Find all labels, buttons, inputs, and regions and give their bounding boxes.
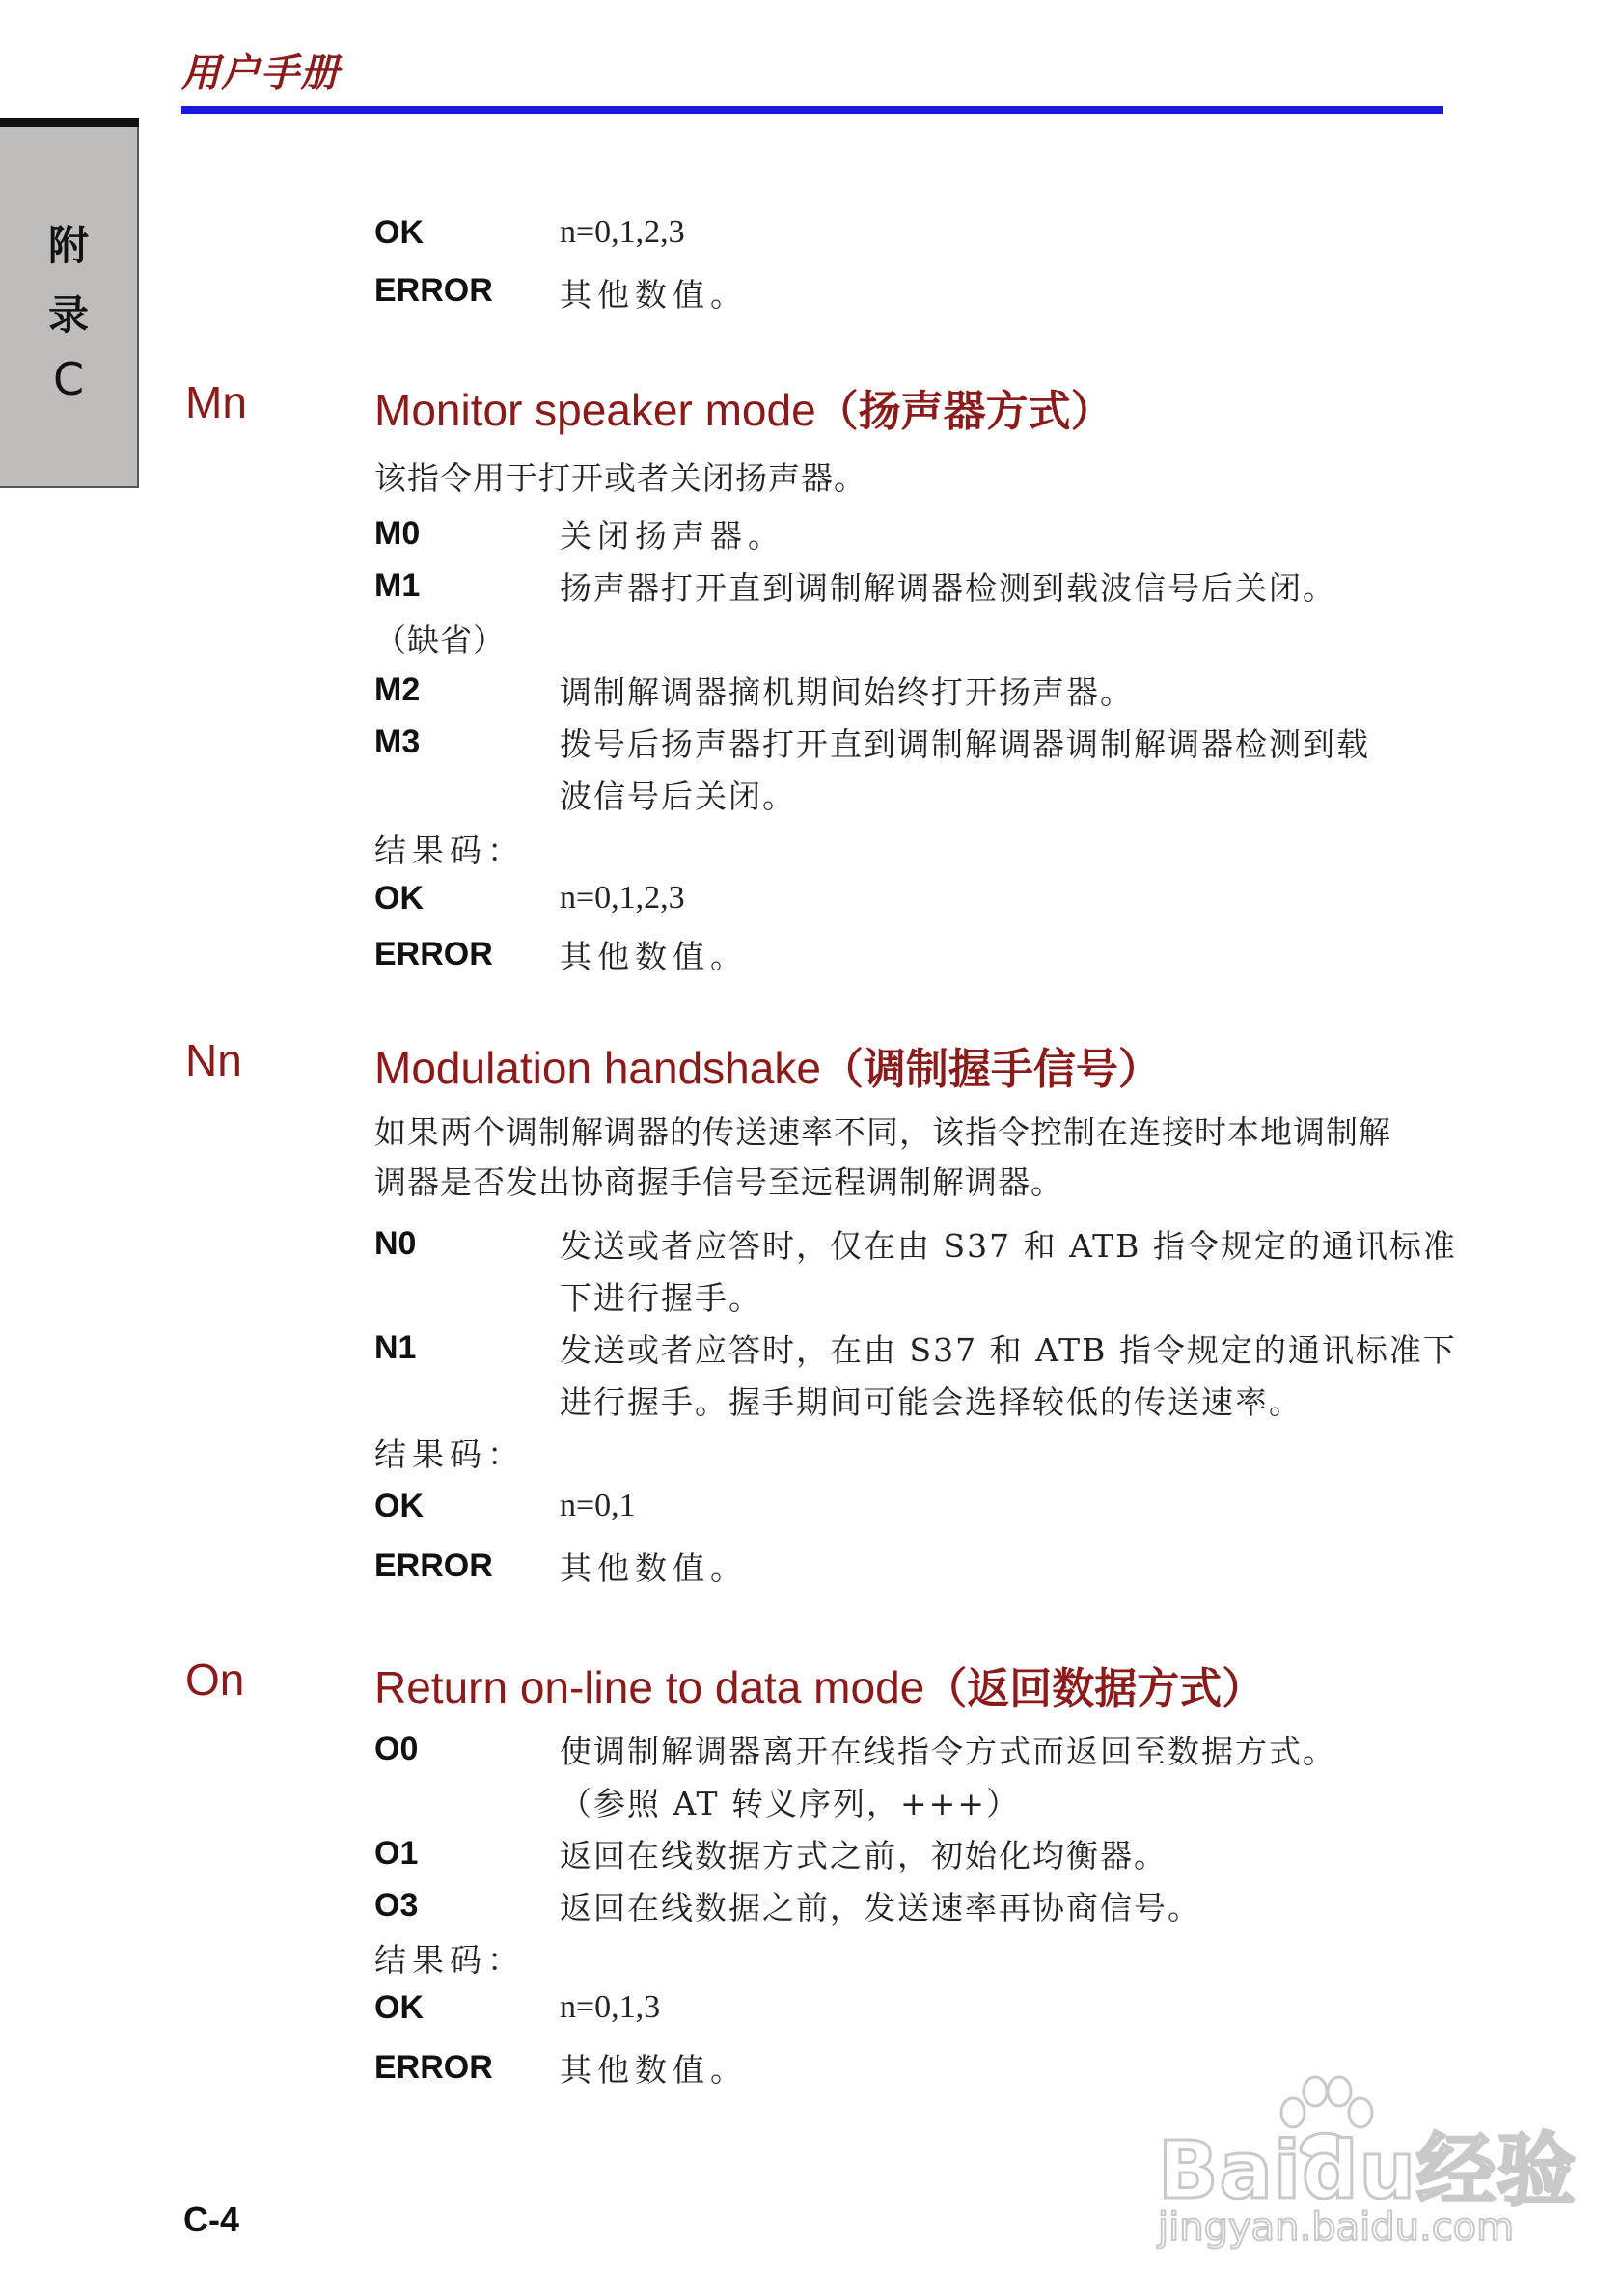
- option-text: 进行握手。握手期间可能会选择较低的传送速率。: [560, 1383, 1303, 1421]
- option-text: 下进行握手。: [560, 1279, 762, 1317]
- header-title: 用户手册: [181, 51, 340, 96]
- result-value: 其他数值。: [560, 276, 748, 314]
- result-key: ERROR: [374, 272, 493, 309]
- option-text: 关闭扬声器。: [560, 517, 785, 555]
- section-description-line: 如果两个调制解调器的传送速率不同，该指令控制在连接时本地调制解: [374, 1113, 1391, 1151]
- option-key: M1: [374, 567, 421, 604]
- result-value: n=0,1,2,3: [560, 880, 685, 916]
- section-code-on: On: [185, 1654, 245, 1705]
- page-number: C-4: [183, 2200, 240, 2239]
- option-text: 返回在线数据方式之前，初始化均衡器。: [560, 1837, 1168, 1874]
- option-key: M3: [374, 724, 421, 760]
- watermark-site: jingyan.baidu.com: [1158, 2205, 1515, 2250]
- option-key: N1: [374, 1329, 417, 1366]
- result-value: n=0,1,2,3: [560, 214, 685, 250]
- result-key: OK: [374, 1488, 424, 1524]
- option-text: 拨号后扬声器打开直到调制解调器调制解调器检测到载: [560, 725, 1370, 763]
- option-key: M0: [374, 515, 421, 552]
- result-key: ERROR: [374, 1547, 493, 1584]
- result-value: n=0,1: [560, 1488, 636, 1523]
- option-text: 调制解调器摘机期间始终打开扬声器。: [560, 673, 1134, 711]
- section-title-nn: [374, 1034, 1161, 1096]
- section-title-en: Return on-line to data mode: [374, 1662, 925, 1712]
- side-tab-char-3: C: [52, 353, 85, 405]
- section-description-line: 调器是否发出协商握手信号至远程调制解调器。: [374, 1163, 1063, 1201]
- section-title-on: [374, 1654, 1264, 1715]
- section-title-mn: [374, 376, 1113, 438]
- option-key: N0: [374, 1225, 417, 1262]
- option-text: 返回在线数据之前，发送速率再协商信号。: [560, 1889, 1201, 1927]
- side-tab-top-bar: [0, 118, 139, 127]
- option-key: O1: [374, 1835, 419, 1872]
- result-value: 其他数值。: [560, 2051, 748, 2089]
- result-key: OK: [374, 1989, 424, 2026]
- section-title-en: Monitor speaker mode: [374, 385, 816, 435]
- section-code-nn: Nn: [185, 1035, 242, 1085]
- section-description: 该指令用于打开或者关闭扬声器。: [374, 459, 866, 497]
- section-title-cn: （调制握手信号）: [820, 1045, 1161, 1094]
- option-text: 扬声器打开直到调制解调器检测到载波信号后关闭。: [560, 569, 1336, 607]
- side-tab-char-1: 附: [47, 222, 89, 269]
- result-code-label: 结果码：: [374, 832, 525, 869]
- default-note: （缺省）: [374, 621, 506, 659]
- option-text: 发送或者应答时，在由 S37 和 ATB 指令规定的通讯标准下: [560, 1331, 1457, 1369]
- result-code-label: 结果码：: [374, 1435, 525, 1473]
- option-key: O3: [374, 1887, 419, 1924]
- watermark-brand-cn: 经验: [1416, 2125, 1578, 2217]
- result-value: n=0,1,3: [560, 1989, 661, 2025]
- result-key: OK: [374, 880, 424, 916]
- watermark-brand-bai: Bai: [1158, 2125, 1302, 2217]
- section-title-cn: （返回数据方式）: [924, 1664, 1265, 1713]
- result-value: 其他数值。: [560, 938, 748, 975]
- section-code-mn: Mn: [185, 377, 247, 427]
- result-key: OK: [374, 214, 424, 251]
- watermark-brand: [1158, 2108, 1577, 2221]
- side-tab-char-2: 录: [47, 291, 89, 339]
- option-key: O0: [374, 1731, 419, 1767]
- section-title-cn: （扬声器方式）: [815, 387, 1113, 436]
- option-text: 波信号后关闭。: [560, 778, 796, 815]
- watermark-brand-du: du: [1301, 2125, 1417, 2217]
- result-code-label: 结果码：: [374, 1941, 525, 1979]
- header-rule: [181, 106, 1443, 114]
- result-value: 其他数值。: [560, 1549, 748, 1587]
- option-text: 发送或者应答时，仅在由 S37 和 ATB 指令规定的通讯标准: [560, 1227, 1457, 1265]
- result-key: ERROR: [374, 2049, 493, 2086]
- option-key: M2: [374, 671, 421, 708]
- option-text: 使调制解调器离开在线指令方式而返回至数据方式。: [560, 1733, 1336, 1770]
- option-text: （参照 AT 转义序列，+++）: [560, 1785, 1020, 1822]
- result-key: ERROR: [374, 936, 493, 972]
- section-title-en: Modulation handshake: [374, 1043, 821, 1093]
